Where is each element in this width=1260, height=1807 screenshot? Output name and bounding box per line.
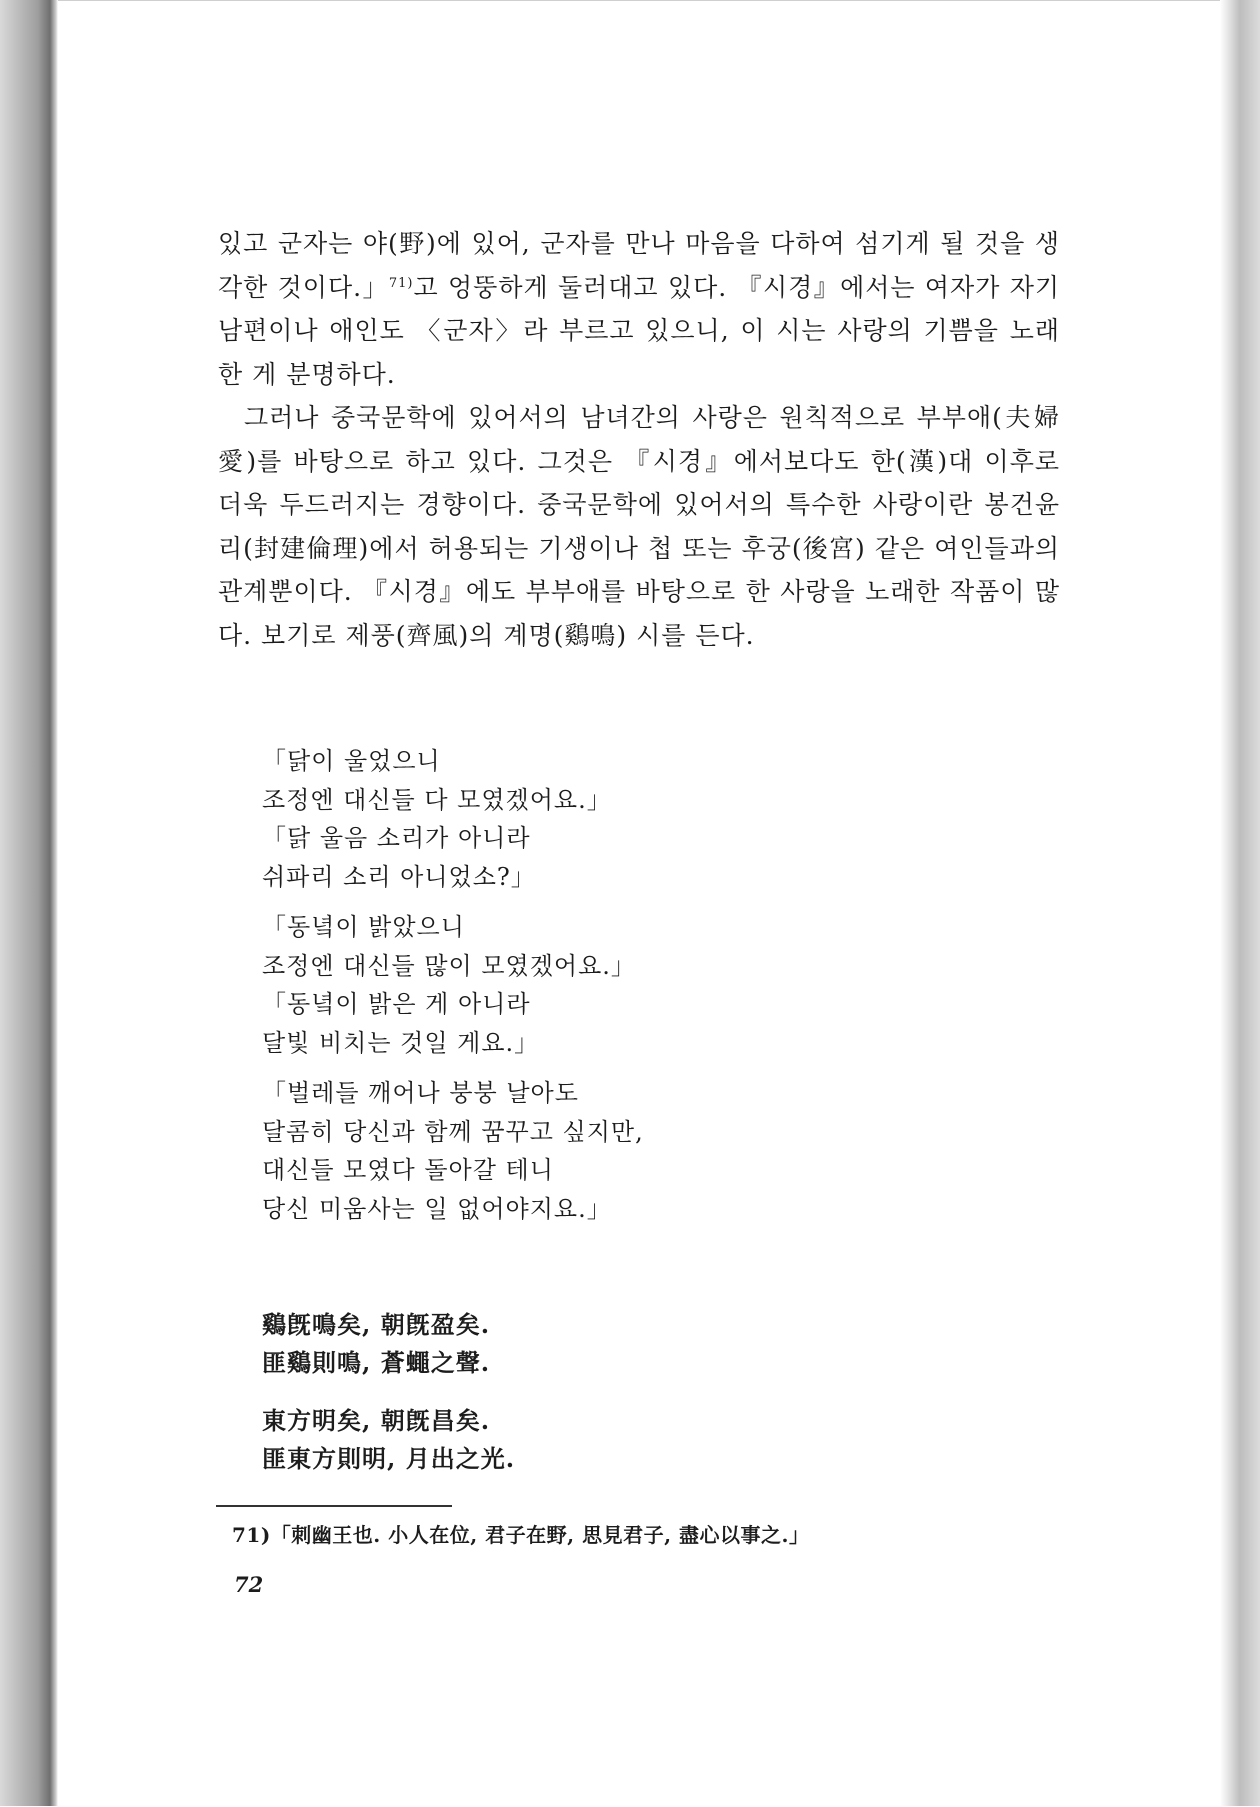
poem-line: 조정엔 대신들 많이 모였겠어요.」 xyxy=(262,951,636,980)
poem-line: 쉬파리 소리 아니었소?」 xyxy=(262,862,536,891)
korean-poem xyxy=(262,742,962,1240)
footnote-71: 71)「刺幽王也. 小人在位, 君子在野, 思見君子, 盡心以事之.」 xyxy=(232,1523,810,1547)
paragraph-1-part-a: 있고 군자는 야(野)에 있어, 군자를 만나 마음을 다하여 섬기게 될 것을 생각한 것이다.」 xyxy=(218,229,1060,302)
chinese-line: 鷄旣鳴矣, 朝旣盈矣. xyxy=(262,1310,491,1339)
footnote-reference: 71) xyxy=(388,275,414,291)
poem-line: 「동녘이 밝았으니 xyxy=(262,913,465,941)
poem-line: 대신들 모였다 돌아갈 테니 xyxy=(262,1156,554,1184)
page-stack-edge xyxy=(1220,0,1260,1806)
poem-line: 「동녘이 밝은 게 아니라 xyxy=(262,990,531,1018)
poem-line: 「닭 울음 소리가 아니라 xyxy=(262,824,531,852)
poem-line: 달빛 비치는 것일 게요.」 xyxy=(262,1028,540,1057)
paragraph-1 xyxy=(218,222,1060,396)
body-text xyxy=(218,222,1060,657)
chinese-stanza-2 xyxy=(262,1402,962,1478)
poem-line: 「벌레들 깨어나 붕붕 날아도 xyxy=(262,1079,579,1107)
poem-line: 조정엔 대신들 다 모였겠어요.」 xyxy=(262,785,612,814)
poem-line: 당신 미움사는 일 없어야지요.」 xyxy=(262,1194,612,1223)
poem-stanza-3 xyxy=(262,1074,962,1228)
chinese-original-poem xyxy=(262,1306,962,1498)
page-number: 72 xyxy=(234,1572,264,1597)
book-spine-edge xyxy=(0,0,58,1806)
poem-stanza-2 xyxy=(262,908,962,1062)
paragraph-1-part-b: 고 엉뚱하게 둘러대고 있다. 『시경』에서는 여자가 자기 남편이나 애인도 〈군자〉라 부르고 있으니, 이 시는 사랑의 기쁨을 노래한 게 분명하다. xyxy=(218,272,1060,389)
footnote-divider xyxy=(216,1505,452,1507)
poem-line: 달콤히 당신과 함께 꿈꾸고 싶지만, xyxy=(262,1117,644,1146)
chinese-line: 匪東方則明, 月出之光. xyxy=(262,1444,516,1473)
paragraph-2: 그러나 중국문학에 있어서의 남녀간의 사랑은 원칙적으로 부부애(夫婦愛)를 바탕으로 하고 있다. 그것은 『시경』에서보다도 한(漢)대 이후로 더욱 두드러지는 경향이다. 중국문학에 있어서의 특수한 사랑이란 봉건윤리(封建倫理)에서 허용되는 기생이나 첩 또는 후궁(後宮) 같은 여인들과의 관계뿐이다. 『시경』에도 부부애를 바탕으로 한 사랑을 노래한 작품이 많다. 보기로 제풍(齊風)의 계명(鷄鳴) 시를 든다. xyxy=(218,403,1060,650)
poem-line: 「닭이 울었으니 xyxy=(262,747,441,775)
chinese-line: 東方明矣, 朝旣昌矣. xyxy=(262,1406,491,1435)
chinese-line: 匪鷄則鳴, 蒼蠅之聲. xyxy=(262,1348,491,1377)
chinese-stanza-1 xyxy=(262,1306,962,1382)
poem-stanza-1 xyxy=(262,742,962,896)
